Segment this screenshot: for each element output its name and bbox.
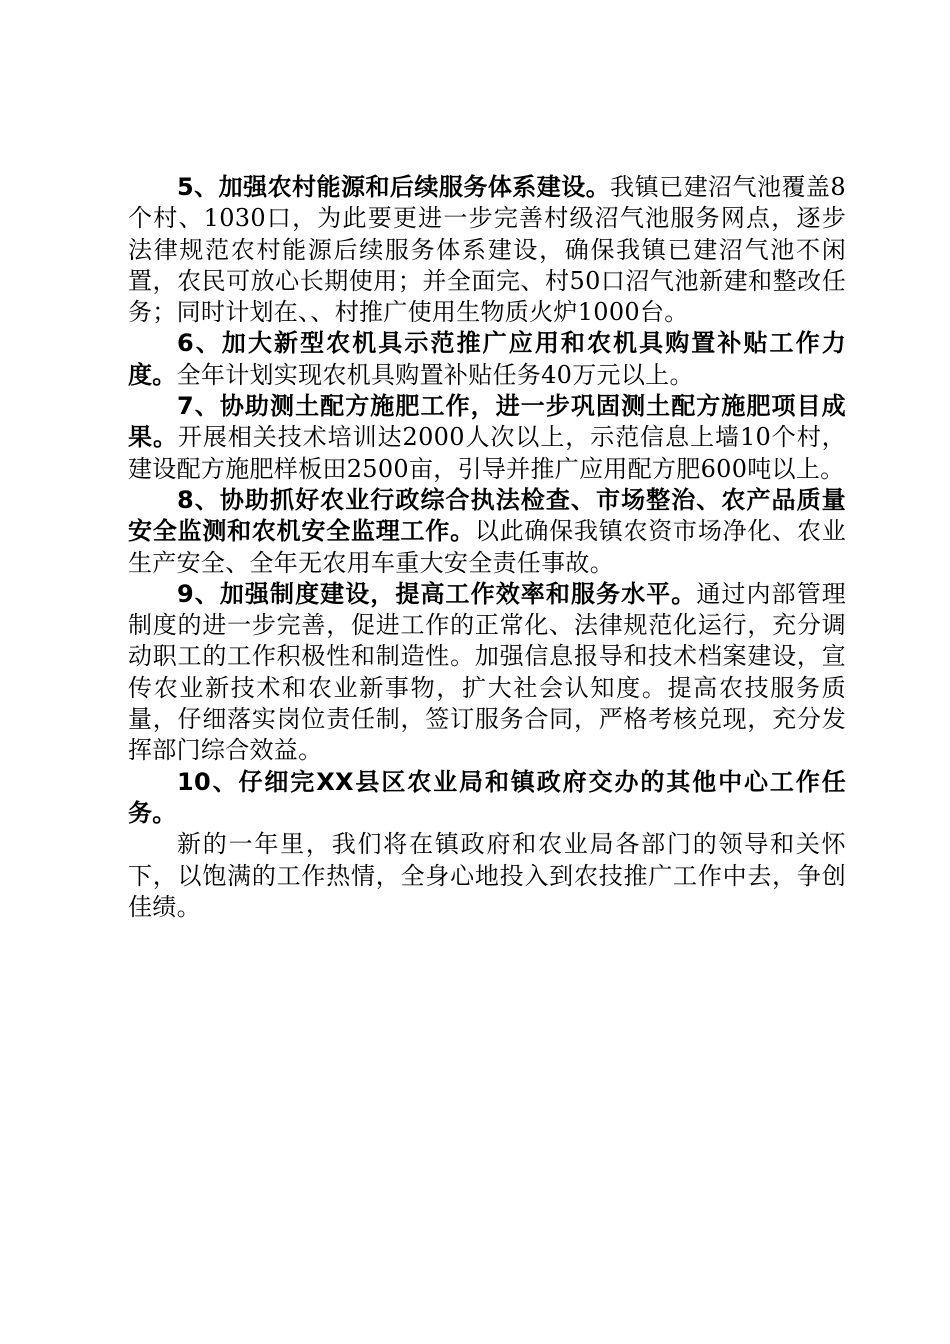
- paragraph-item-7: [128, 391, 846, 485]
- paragraph-heading: 7、协助测土配方施肥工作，进一步巩固测土配方施肥项目成果。: [128, 392, 846, 452]
- paragraph-text: 以此确保我镇农资市场净化、农业生产安全、全年无农用车重大安全责任事故。: [128, 517, 847, 577]
- paragraph-text: 全年计划实现农机具购置补贴任务40万元以上。: [176, 360, 694, 389]
- closing-paragraph: [128, 829, 846, 923]
- paragraph-item-5: [128, 172, 846, 328]
- paragraph-item-9: [128, 579, 846, 767]
- document-body: [128, 172, 846, 923]
- paragraph-heading: 10、仔细完XX县区农业局和镇政府交办的其他中心工作任务。: [128, 767, 846, 827]
- paragraph-item-8: [128, 485, 846, 579]
- paragraph-heading: 9、加强制度建设，提高工作效率和服务水平。: [177, 579, 697, 608]
- paragraph-item-6: [128, 328, 846, 391]
- paragraph-heading: 5、加强农村能源和后续服务体系建设。: [177, 173, 611, 201]
- paragraph-text: 新的一年里，我们将在镇政府和农业局各部门的领导和关怀下，以饱满的工作热情，全身心地投入到农技推广工作中去，争创佳绩。: [128, 830, 846, 921]
- paragraph-text: 开展相关技术培训达2000人次以上，示范信息上墙10个村，建设配方施肥样板田2500亩，引导并推广应用配方肥600吨以上。: [128, 423, 846, 483]
- paragraph-heading: 6、加大新型农机具示范推广应用和农机具购置补贴工作力度。: [128, 329, 846, 389]
- paragraph-heading: 8、协助抓好农业行政综合执法检查、市场整治、农产品质量安全监测和农机安全监理工作。: [128, 485, 846, 546]
- paragraph-text: 通过内部管理制度的进一步完善，促进工作的正常化、法律规范化运行，充分调动职工的工作积极性和制造性。加强信息报导和技术档案建设，宣传农业新技术和农业新事物，扩大社会认知度。提高农技服务质量，仔细落实岗位责任制，签订服务合同，严格考核兑现，充分发挥部门综合效益。: [128, 579, 846, 765]
- paragraph-item-10: [128, 767, 846, 830]
- paragraph-text: 我镇已建沼气池覆盖8个村、1030口，为此要更进一步完善村级沼气池服务网点，逐步法律规范农村能源后续服务体系建设，确保我镇已建沼气池不闲置，农民可放心长期使用；并全面完、村50口沼气池新建和整改任务；同时计划在、、村推广使用生物质火炉1000台。: [128, 173, 846, 327]
